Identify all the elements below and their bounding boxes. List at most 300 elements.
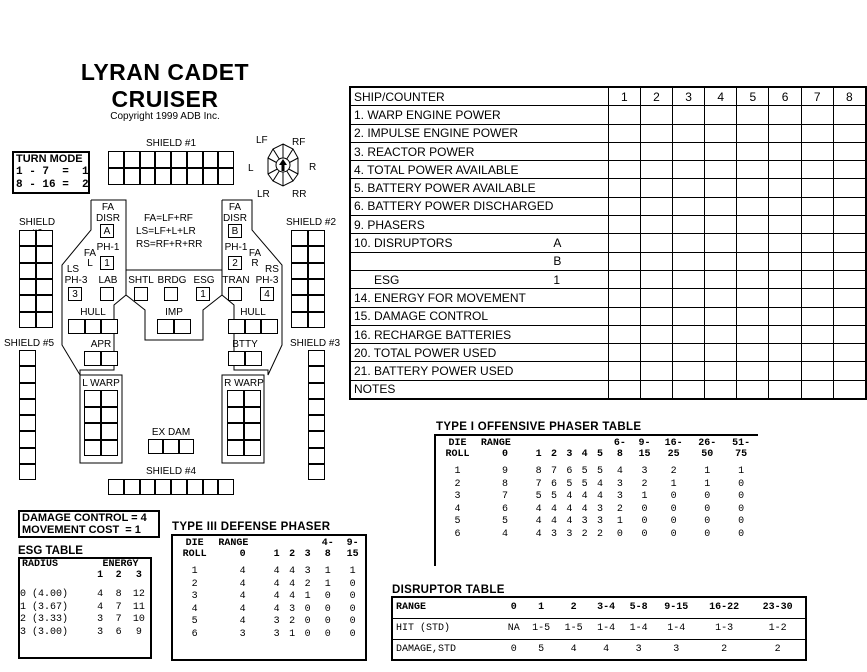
energy-entry-cell[interactable] [801,106,833,124]
damage-box[interactable] [174,319,191,334]
esg-box[interactable]: 1 [196,287,210,301]
energy-entry-cell[interactable] [608,307,640,325]
phaser3-row-cell: 0 [304,616,311,627]
phaser1-row-cell: 7 [535,478,542,490]
damage-control-line: DAMAGE CONTROL = 4 [22,512,147,524]
exdam-label: EX DAM [151,427,191,438]
phaser1-header-row-cell: 2 [551,449,558,460]
energy-row [350,142,866,160]
energy-entry-cell[interactable] [705,124,737,142]
energy-entry-cell[interactable] [705,380,737,399]
energy-entry-cell[interactable] [640,234,672,252]
phaser3-row-cell: 4 [289,591,296,602]
energy-entry-cell[interactable] [705,179,737,197]
bridge-box[interactable] [164,287,178,301]
energy-entry-cell[interactable] [705,325,737,343]
phaser1-row [436,479,758,492]
phaser3-header-row-cell: 4- [321,538,334,549]
phaser1-row-cell: 4 [454,503,461,515]
phaser1-row-cell: 1 [738,466,745,477]
energy-entry-cell[interactable] [801,179,833,197]
energy-entry-cell[interactable] [833,362,866,380]
title-line-2: CRUISER [111,86,219,112]
energy-entry-cell[interactable] [833,142,866,160]
energy-entry-cell[interactable] [769,252,801,270]
ls-label: LS [66,264,80,275]
phaser-3-box[interactable]: 3 [68,287,82,301]
energy-entry-cell[interactable] [833,380,866,399]
esg-row-cell: 4 [97,589,104,600]
ship-outline [0,0,350,470]
phaser1-header-row-cell: 51- [732,438,751,449]
energy-row-label: 6. BATTERY POWER DISCHARGED [350,197,553,215]
energy-row-label: 2. IMPULSE ENGINE POWER [350,124,553,142]
disruptor-row-cell: 4 [570,643,577,655]
energy-entry-cell[interactable] [801,142,833,160]
energy-entry-cell[interactable] [705,234,737,252]
energy-entry-cell[interactable] [608,234,640,252]
energy-entry-cell[interactable] [769,270,801,288]
phaser1-header-row-cell [562,438,577,449]
energy-entry-cell[interactable] [769,179,801,197]
damage-box[interactable] [155,479,171,495]
phaser1-row-cell: 6 [501,503,508,515]
phaser1-row-cell: 6 [551,478,558,490]
energy-row [350,270,866,288]
energy-entry-cell[interactable] [801,325,833,343]
energy-entry-cell[interactable] [673,179,705,197]
imp-label: IMP [165,307,183,318]
energy-entry-cell[interactable] [640,216,672,234]
phaser1-row-cell: 4 [566,503,573,515]
energy-entry-cell[interactable] [608,197,640,215]
rs-label: RS [265,264,279,275]
energy-entry-cell[interactable] [673,106,705,124]
energy-entry-cell[interactable] [737,234,769,252]
phaser3-row-cell: 0 [349,603,356,615]
energy-row [350,216,866,234]
energy-entry-cell[interactable] [608,252,640,270]
damage-box[interactable] [245,351,262,366]
damage-box[interactable] [140,479,156,495]
energy-column-header: 2 [640,87,672,106]
energy-entry-cell[interactable] [640,325,672,343]
damage-box[interactable] [227,423,244,440]
energy-entry-cell[interactable] [801,307,833,325]
exdam-boxes[interactable] [148,439,194,454]
energy-entry-cell[interactable] [833,161,866,179]
energy-entry-cell[interactable] [833,344,866,362]
energy-entry-cell[interactable] [673,270,705,288]
phaser3-row-cell: 6 [191,628,198,640]
damage-box[interactable] [227,390,244,407]
energy-entry-cell[interactable] [801,344,833,362]
phaser1-header-row-cell: 26- [698,438,717,449]
phaser1-row-cell: 7 [501,491,508,502]
damage-box[interactable] [148,439,163,454]
energy-entry-cell[interactable] [608,289,640,307]
energy-row-label: 14. ENERGY FOR MOVEMENT [350,289,553,307]
energy-entry-cell[interactable] [833,252,866,270]
energy-row-sublabel [553,216,608,234]
transporter-box[interactable] [228,287,242,301]
phaser1-row-cell: 0 [641,503,648,515]
phaser3-header-row-cell [284,538,299,549]
energy-entry-cell[interactable] [769,234,801,252]
phaser1-row-cell: 0 [670,528,677,540]
damage-box[interactable] [101,319,118,334]
energy-entry-cell[interactable] [801,234,833,252]
rwarp-label: R WARP [224,378,264,389]
energy-entry-cell[interactable] [640,179,672,197]
energy-row [350,362,866,380]
damage-control-box [18,510,160,538]
lab-box[interactable] [100,287,114,301]
energy-row [350,289,866,307]
energy-entry-cell[interactable] [801,252,833,270]
energy-entry-cell[interactable] [769,344,801,362]
arc-def-fa: FA=LF+RF [144,213,193,224]
energy-entry-cell[interactable] [737,289,769,307]
energy-entry-cell[interactable] [705,289,737,307]
damage-box[interactable] [179,439,194,454]
energy-entry-cell[interactable] [608,380,640,399]
energy-entry-cell[interactable] [673,197,705,215]
energy-entry-cell[interactable] [769,216,801,234]
energy-entry-cell[interactable] [705,161,737,179]
btty-boxes[interactable] [228,351,262,366]
energy-entry-cell[interactable] [737,325,769,343]
energy-entry-cell[interactable] [705,362,737,380]
energy-entry-cell[interactable] [833,289,866,307]
imp-boxes[interactable] [157,319,191,334]
energy-entry-cell[interactable] [640,270,672,288]
phaser3-header-row-cell: 3 [304,549,311,560]
energy-entry-cell[interactable] [769,142,801,160]
energy-row-label: 5. BATTERY POWER AVAILABLE [350,179,553,197]
energy-entry-cell[interactable] [801,270,833,288]
phaser3-header-row-cell [269,538,284,549]
phaser1-header-row-cell: RANGE [480,438,511,449]
phaser1-row-cell: 4 [551,503,558,515]
damage-box[interactable] [227,407,244,424]
tran-label: TRAN [222,275,250,286]
phaser3-row-cell: 0 [324,616,331,627]
energy-row-label: 3. REACTOR POWER [350,142,553,160]
esg-row-cell: 3 (3.00) [20,626,69,638]
copyright: Copyright 1999 ADB Inc. [110,111,220,122]
energy-entry-cell[interactable] [833,106,866,124]
disruptor-row-cell: NA [503,618,525,639]
energy-column-header: 1 [608,87,640,106]
energy-entry-cell[interactable] [640,161,672,179]
energy-entry-cell[interactable] [833,124,866,142]
phaser3-table [173,538,365,641]
energy-entry-cell[interactable] [673,325,705,343]
energy-entry-cell[interactable] [673,161,705,179]
disruptor-row-cell: 1-5 [525,618,558,639]
phaser3-row [173,604,365,617]
shuttle-box[interactable] [134,287,148,301]
esg-header-row [20,570,150,581]
energy-entry-cell[interactable] [673,380,705,399]
energy-entry-cell[interactable] [640,252,672,270]
energy-row [350,179,866,197]
phaser1-row-cell: 0 [616,528,623,540]
energy-entry-cell[interactable] [737,380,769,399]
energy-row [350,325,866,343]
energy-entry-cell[interactable] [769,362,801,380]
energy-entry-cell[interactable] [640,197,672,215]
damage-box[interactable] [84,390,101,407]
energy-entry-cell[interactable] [705,216,737,234]
rwarp-boxes[interactable] [227,390,261,456]
damage-box[interactable] [244,423,261,440]
energy-row-sublabel: A [553,234,608,252]
esg-header-cell: ENERGY [102,559,139,570]
energy-entry-cell[interactable] [673,289,705,307]
damage-box[interactable] [101,390,118,407]
energy-entry-cell[interactable] [801,362,833,380]
energy-entry-cell[interactable] [673,344,705,362]
energy-entry-cell[interactable] [673,252,705,270]
energy-entry-cell[interactable] [673,216,705,234]
energy-entry-cell[interactable] [640,124,672,142]
disruptor-row-cell: 16-22 [698,597,751,618]
disruptor-a-box[interactable]: A [100,224,114,238]
energy-row-sublabel [553,106,608,124]
energy-entry-cell[interactable] [608,216,640,234]
energy-entry-cell[interactable] [769,124,801,142]
energy-entry-cell[interactable] [705,270,737,288]
energy-entry-cell[interactable] [608,362,640,380]
phaser1-header-row-cell: 25 [667,449,680,460]
energy-entry-cell[interactable] [737,362,769,380]
movement-cost-line: MOVEMENT COST = 1 [22,524,141,536]
phaser3-row-cell: 3 [239,628,246,640]
damage-box[interactable] [187,479,203,495]
energy-entry-cell[interactable] [737,142,769,160]
damage-box[interactable] [84,440,101,457]
damage-box[interactable] [261,319,278,334]
phaser1-row-cell: 3 [596,503,603,515]
lwarp-boxes[interactable] [84,390,118,456]
damage-box[interactable] [101,423,118,440]
damage-box[interactable] [244,390,261,407]
energy-entry-cell[interactable] [801,216,833,234]
damage-box[interactable] [171,479,187,495]
phaser1-row-cell: 3 [616,478,623,490]
energy-entry-cell[interactable] [608,142,640,160]
damage-box[interactable] [227,440,244,457]
damage-box[interactable] [84,423,101,440]
phaser3-row-cell: 4 [273,566,280,577]
energy-entry-cell[interactable] [705,106,737,124]
damage-box[interactable] [85,319,102,334]
energy-entry-cell[interactable] [640,142,672,160]
energy-row-sublabel [553,124,608,142]
damage-box[interactable] [228,319,245,334]
energy-entry-cell[interactable] [833,197,866,215]
damage-box[interactable] [228,351,245,366]
arc-def-ls: LS=LF+L+LR [136,226,196,237]
energy-entry-cell[interactable] [737,161,769,179]
energy-row-label: 15. DAMAGE CONTROL [350,307,553,325]
disruptor-b-box[interactable]: B [228,224,242,238]
energy-entry-cell[interactable] [769,106,801,124]
damage-box[interactable] [68,319,85,334]
lab-label: LAB [98,275,118,286]
energy-entry-cell[interactable] [801,289,833,307]
damage-box[interactable] [245,319,262,334]
hull-left-label: HULL [80,307,106,318]
energy-entry-cell[interactable] [737,179,769,197]
damage-box[interactable] [101,407,118,424]
damage-box[interactable] [203,479,219,495]
energy-entry-cell[interactable] [705,142,737,160]
phaser1-row-cell: 2 [641,478,648,490]
energy-entry-cell[interactable] [833,270,866,288]
phaser1-row-cell: 6 [566,466,573,477]
energy-entry-cell[interactable] [608,179,640,197]
energy-entry-cell[interactable] [640,362,672,380]
energy-entry-cell[interactable] [640,289,672,307]
esg-row [20,602,150,615]
phaser1-header-row-cell: 15 [638,449,651,460]
energy-entry-cell[interactable] [608,344,640,362]
damage-box[interactable] [84,351,101,366]
phaser3-row-cell: 0 [349,628,356,640]
energy-entry-cell[interactable] [673,307,705,325]
damage-box[interactable] [108,479,124,495]
phaser3-row-cell: 4 [273,591,280,602]
energy-entry-cell[interactable] [737,106,769,124]
esg-row-cell: 12 [132,589,145,600]
damage-box[interactable] [157,319,174,334]
energy-row-sublabel [553,362,608,380]
energy-entry-cell[interactable] [640,380,672,399]
fa-r-label: FA R [248,248,262,269]
esg-row-cell: 8 [115,589,122,600]
energy-row [350,380,866,399]
disruptor-row-cell: 1-5 [558,618,591,639]
turn-mode-row: 8 - 16 = 2 [16,179,89,191]
phaser1-row-cell: 3 [641,466,648,477]
phaser1-row-cell: 0 [670,503,677,515]
ph3-left-label: PH-3 [64,275,88,286]
energy-entry-cell[interactable] [705,307,737,325]
energy-entry-cell[interactable] [769,197,801,215]
damage-box[interactable] [163,439,178,454]
energy-entry-cell[interactable] [608,106,640,124]
energy-entry-cell[interactable] [833,307,866,325]
esg-row [20,589,150,602]
energy-entry-cell[interactable] [769,289,801,307]
energy-entry-cell[interactable] [833,325,866,343]
phaser1-header-row [436,438,758,449]
energy-entry-cell[interactable] [640,307,672,325]
energy-entry-cell[interactable] [673,142,705,160]
damage-box[interactable] [84,407,101,424]
disruptor-row-cell: 5-8 [623,597,656,618]
energy-entry-cell[interactable] [608,325,640,343]
disruptor-row-cell: 0 [503,597,525,618]
phaser-1-box[interactable]: 1 [100,256,114,270]
phaser1-row-cell: 0 [738,491,745,502]
phaser1-row-cell: 3 [616,491,623,502]
apr-boxes[interactable] [84,351,118,366]
phaser1-row-cell: 5 [596,466,603,477]
energy-entry-cell[interactable] [833,179,866,197]
energy-entry-cell[interactable] [801,161,833,179]
phaser-1-box[interactable]: 2 [228,256,242,270]
phaser3-row-cell: 0 [304,603,311,615]
shield-3-label: SHIELD #3 [289,338,341,349]
hull-right-boxes[interactable] [228,319,278,334]
shield-4-boxes[interactable] [108,479,234,495]
damage-box[interactable] [244,440,261,457]
hull-left-boxes[interactable] [68,319,118,334]
energy-entry-cell[interactable] [705,344,737,362]
esg-row-cell: 0 (4.00) [20,589,69,600]
energy-row-sublabel [553,289,608,307]
energy-entry-cell[interactable] [737,344,769,362]
energy-entry-cell[interactable] [705,197,737,215]
energy-entry-cell[interactable] [833,234,866,252]
energy-entry-cell[interactable] [737,216,769,234]
energy-entry-cell[interactable] [705,252,737,270]
energy-entry-cell[interactable] [737,252,769,270]
energy-entry-cell[interactable] [673,234,705,252]
esg-row [20,614,150,627]
energy-entry-cell[interactable] [640,344,672,362]
energy-entry-cell[interactable] [769,325,801,343]
damage-box[interactable] [101,351,118,366]
phaser3-row-cell: 4 [273,603,280,615]
energy-entry-cell[interactable] [737,124,769,142]
damage-box[interactable] [218,479,234,495]
energy-entry-cell[interactable] [833,216,866,234]
phaser3-header-row-cell: 0 [239,549,246,560]
damage-box[interactable] [124,479,140,495]
phaser-3-box[interactable]: 4 [260,287,274,301]
energy-entry-cell[interactable] [769,307,801,325]
energy-entry-cell[interactable] [769,380,801,399]
energy-entry-cell[interactable] [608,124,640,142]
energy-entry-cell[interactable] [673,124,705,142]
energy-entry-cell[interactable] [769,161,801,179]
energy-entry-cell[interactable] [801,124,833,142]
energy-entry-cell[interactable] [737,307,769,325]
energy-entry-cell[interactable] [737,270,769,288]
damage-box[interactable] [244,407,261,424]
energy-entry-cell[interactable] [608,270,640,288]
energy-entry-cell[interactable] [737,197,769,215]
phaser3-row-cell: 4 [239,566,246,577]
energy-entry-cell[interactable] [673,362,705,380]
arc-rf-label: RF [292,137,306,148]
damage-box[interactable] [101,440,118,457]
energy-entry-cell[interactable] [640,106,672,124]
phaser1-row-cell: 3 [596,516,603,527]
energy-entry-cell[interactable] [801,197,833,215]
energy-row-sublabel [553,380,608,399]
energy-entry-cell[interactable] [608,161,640,179]
phaser3-row-cell: 4 [191,603,198,615]
energy-entry-cell[interactable] [801,380,833,399]
phaser3-header-row-cell: 15 [346,549,359,560]
energy-row-sublabel [553,325,608,343]
